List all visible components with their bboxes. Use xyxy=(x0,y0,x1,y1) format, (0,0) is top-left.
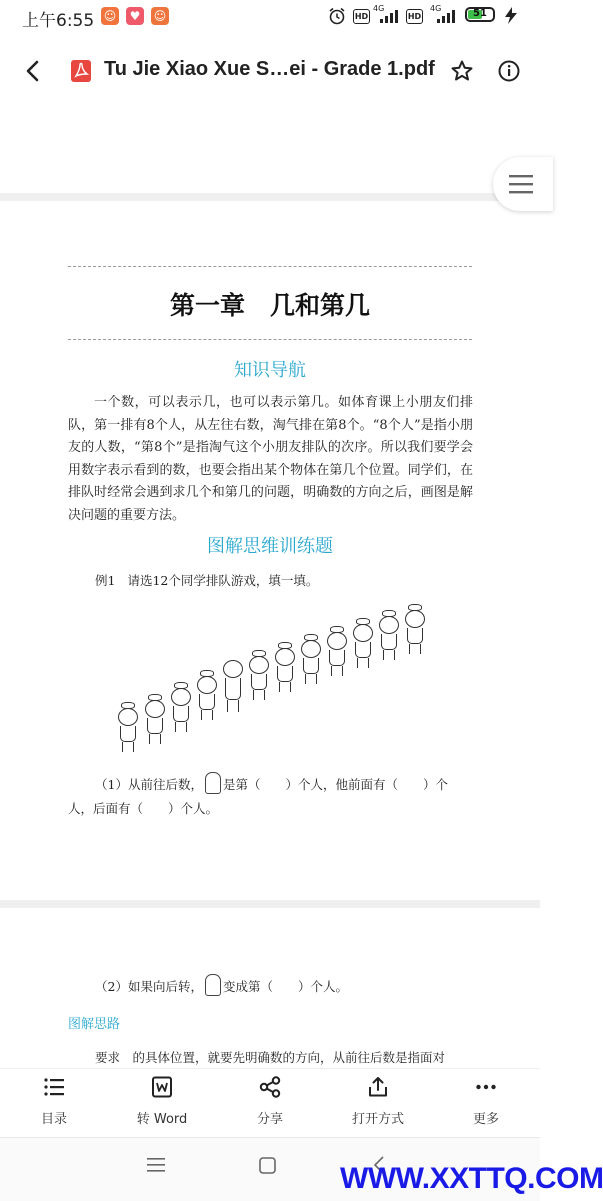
back-arrow-icon[interactable] xyxy=(22,59,44,83)
hamburger-icon xyxy=(509,173,533,195)
status-bar xyxy=(0,0,540,32)
example-line xyxy=(95,571,318,589)
kids-queue-illustration xyxy=(110,600,440,760)
status-time: 上午6:55 xyxy=(22,11,95,31)
section-title: 知识导航 xyxy=(234,360,306,381)
kid-figure xyxy=(195,670,219,720)
star-icon[interactable] xyxy=(450,59,474,83)
kid-figure xyxy=(247,650,271,700)
kid-figure xyxy=(169,682,193,732)
example-label: 例1 xyxy=(95,573,116,588)
example-text: 请选12个同学排队游戏，填一填。 xyxy=(127,573,319,588)
kid-figure xyxy=(116,702,140,752)
divider xyxy=(68,266,472,267)
menu-nav-icon[interactable] xyxy=(147,1158,165,1172)
toolbar-label: 目录 xyxy=(40,1112,67,1127)
divider xyxy=(68,339,472,340)
section-label: 图解思路 xyxy=(68,1017,121,1032)
question-1 xyxy=(95,772,485,794)
toolbar-label: 转 Word xyxy=(136,1112,188,1127)
kid-figure xyxy=(299,634,323,684)
toolbar-label: 打开方式 xyxy=(351,1112,404,1127)
app-notification-icon: ♥ xyxy=(126,7,144,25)
question-1-cont: 人，后面有（ ）个人。 xyxy=(68,801,219,816)
question-text: 变成第（ ）个人。 xyxy=(222,979,348,994)
question-text: （2）如果向后转， xyxy=(95,979,203,994)
alarm-icon xyxy=(328,7,346,25)
app-notification-icon: ☺ xyxy=(151,7,169,25)
hd-icon: HD xyxy=(406,9,423,24)
network-type: 4G xyxy=(430,4,442,13)
intro-paragraph: 一个数，可以表示几，也可以表示第几。如体育课上小朋友们排队，第一排有8个人，从左往右数，淘气排在第8个。“8个人”是指小朋友的人数，“第8个”是指淘气这个小朋友排队的次序。所以我们要学会用数字表示看到的数，也要会指出某个物体在第几个位置。同学们，在排队时经常会遇到求几个和第几的问题，明确数的方向之后，画图是解决问题的重要方法。 xyxy=(68,395,473,523)
hd-icon: HD xyxy=(353,9,370,24)
signal-icon xyxy=(437,9,457,23)
toolbar-label: 更多 xyxy=(472,1112,499,1127)
info-icon[interactable] xyxy=(497,59,521,83)
toolbar-item-open-with[interactable] xyxy=(333,1076,423,1127)
question-text: 是第（ ）个人，他前面有（ ）个 xyxy=(222,777,448,792)
watermark: WWW.XXTTQ.COM xyxy=(340,1162,603,1195)
kid-figure xyxy=(273,642,297,692)
network-type: 4G xyxy=(373,4,385,13)
battery-icon: 51 xyxy=(465,7,495,22)
kid-figure xyxy=(325,626,349,676)
signal-icon xyxy=(380,9,400,23)
app-notification-icon: ☺ xyxy=(101,7,119,25)
kid-inline-icon xyxy=(205,772,221,794)
partial-paragraph: 要求 的具体位置，就要先明确数的方向，从前往后数是指面对 xyxy=(95,1050,446,1065)
page-separator xyxy=(0,193,540,201)
kid-figure xyxy=(377,610,401,660)
open-with-icon xyxy=(367,1076,389,1098)
toolbar-item-share[interactable] xyxy=(225,1076,315,1127)
share-icon xyxy=(259,1076,281,1098)
kid-figure xyxy=(143,694,167,744)
toolbar-item-more[interactable] xyxy=(441,1076,531,1127)
kid-inline-icon xyxy=(205,974,221,996)
more-icon xyxy=(475,1076,497,1098)
pdf-file-icon xyxy=(70,59,92,83)
kid-figure xyxy=(403,604,427,654)
document-title: Tu Jie Xiao Xue S…ei - Grade 1.pdf xyxy=(104,58,435,80)
toolbar-item-toc[interactable] xyxy=(9,1076,99,1127)
page-separator xyxy=(0,900,540,908)
chapter-title: 第一章 几和第几 xyxy=(169,291,370,320)
kid-figure xyxy=(351,618,375,668)
kid-figure-highlighted xyxy=(221,660,245,710)
question-text: （1）从前往后数， xyxy=(95,777,203,792)
charging-icon xyxy=(504,7,518,24)
toc-icon xyxy=(43,1076,65,1098)
section-title: 图解思维训练题 xyxy=(207,536,333,557)
question-2 xyxy=(95,974,348,996)
toolbar-label: 分享 xyxy=(256,1112,283,1127)
home-nav-icon[interactable] xyxy=(259,1157,276,1174)
toolbar-item-word[interactable] xyxy=(117,1076,207,1127)
word-convert-icon xyxy=(151,1076,173,1098)
outline-toggle-button[interactable] xyxy=(493,157,553,211)
